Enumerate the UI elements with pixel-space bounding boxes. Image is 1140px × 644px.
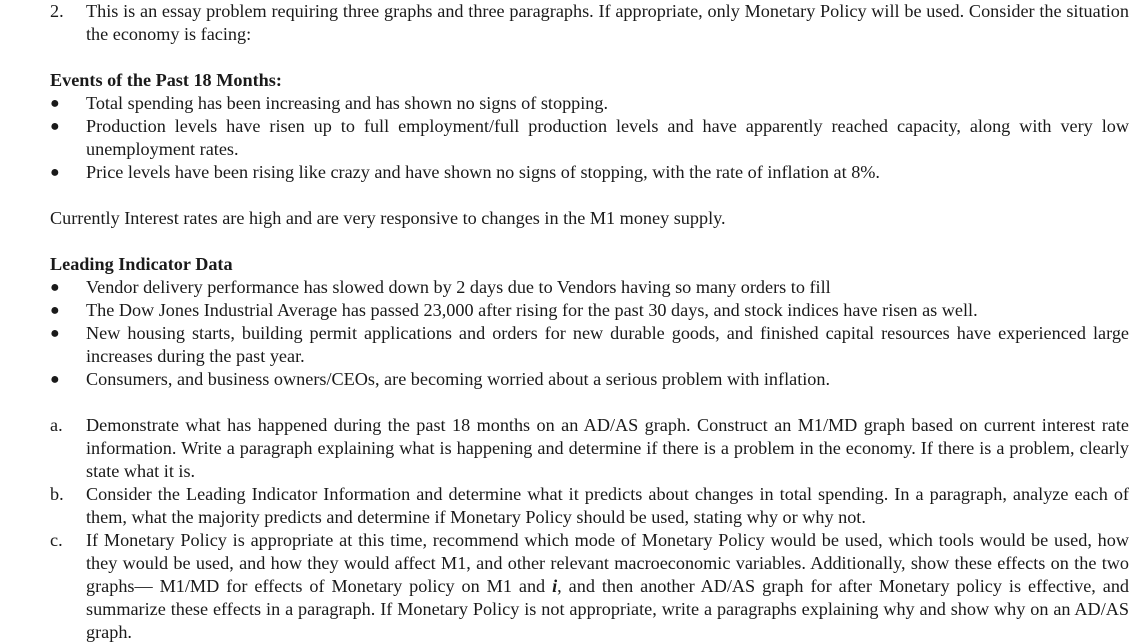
document-page — [50, 0, 1129, 644]
indicator-bullet-text: New housing starts, building permit applications and orders for new durable goods, and finished capital resources have experienced large increases during the past year. — [86, 323, 1129, 366]
part-text-after: , and then another AD/AS graph for after Monetary policy is effective, and summarize these effects in a paragraph. If Monetary Policy is not appropriate, write a paragraphs explaining why and show why on an AD/AS graph. — [86, 576, 1130, 642]
events-bullet-text: Production levels have risen up to full employment/full production levels and have apparently reached capacity, along with very low unemployment rates. — [86, 116, 1129, 159]
part-label: b. — [50, 484, 64, 504]
indicator-bullet-text: Vendor delivery performance has slowed down by 2 days due to Vendors having so many orders to fill — [86, 277, 831, 297]
part-text: Demonstrate what has happened during the past 18 months on an AD/AS graph. Construct an M1/MD graph based on current interest rate information. Write a paragraph explaining what is happening and determine if there is a problem in the economy. If there is a problem, clearly state what it is. — [86, 415, 1129, 481]
bullet-icon: ● — [50, 95, 60, 112]
interest-rate-symbol: i — [552, 576, 558, 596]
bullet-icon: ● — [50, 302, 60, 319]
part-text-before: If Monetary Policy is appropriate at this time, recommend which mode of Monetary Policy would be used, which tools would be used, how they would be used, and how they would affect M1, and other relevant macroeconomic variables. Additionally, show these effects on the two graphs— M1/MD for effects of Monetary policy on M1 and — [86, 530, 1129, 596]
indicator-bullet-item — [50, 368, 1129, 391]
part-b — [50, 483, 1129, 529]
events-heading: Events of the Past 18 Months: — [50, 70, 282, 90]
question-intro — [50, 0, 1129, 46]
part-label: a. — [50, 415, 63, 435]
part-a — [50, 414, 1129, 483]
bullet-icon: ● — [50, 279, 60, 296]
indicator-bullet-text: The Dow Jones Industrial Average has passed 23,000 after rising for the past 30 days, and stock indices have risen as well. — [86, 300, 978, 320]
bullet-icon: ● — [50, 371, 60, 388]
indicators-heading: Leading Indicator Data — [50, 254, 233, 274]
question-text: This is an essay problem requiring three graphs and three paragraphs. If appropriate, only Monetary Policy will be used. Consider the situation the economy is facing: — [86, 1, 1129, 44]
events-bullet-item — [50, 115, 1129, 161]
indicator-bullet-text: Consumers, and business owners/CEOs, are becoming worried about a serious problem with inflation. — [86, 369, 831, 389]
part-label: c. — [50, 530, 63, 550]
question-number: 2. — [50, 1, 64, 21]
bullet-icon: ● — [50, 164, 60, 181]
part-c — [50, 529, 1129, 644]
indicator-bullet-item — [50, 276, 1129, 299]
events-bullet-item — [50, 92, 1129, 115]
indicator-bullet-item — [50, 299, 1129, 322]
interest-rate-note: Currently Interest rates are high and are very responsive to changes in the M1 money supply. — [50, 208, 726, 228]
events-bullet-text: Price levels have been rising like crazy and have shown no signs of stopping, with the rate of inflation at 8%. — [86, 162, 880, 182]
indicator-bullet-item — [50, 322, 1129, 368]
part-text: Consider the Leading Indicator Information and determine what it predicts about changes in total spending. In a paragraph, analyze each of them, what the majority predicts and determine if Monetary Policy should be used, stating why or why not. — [86, 484, 1129, 527]
bullet-icon: ● — [50, 325, 60, 342]
events-bullet-text: Total spending has been increasing and has shown no signs of stopping. — [86, 93, 609, 113]
events-bullet-item — [50, 161, 1129, 184]
bullet-icon: ● — [50, 118, 60, 135]
